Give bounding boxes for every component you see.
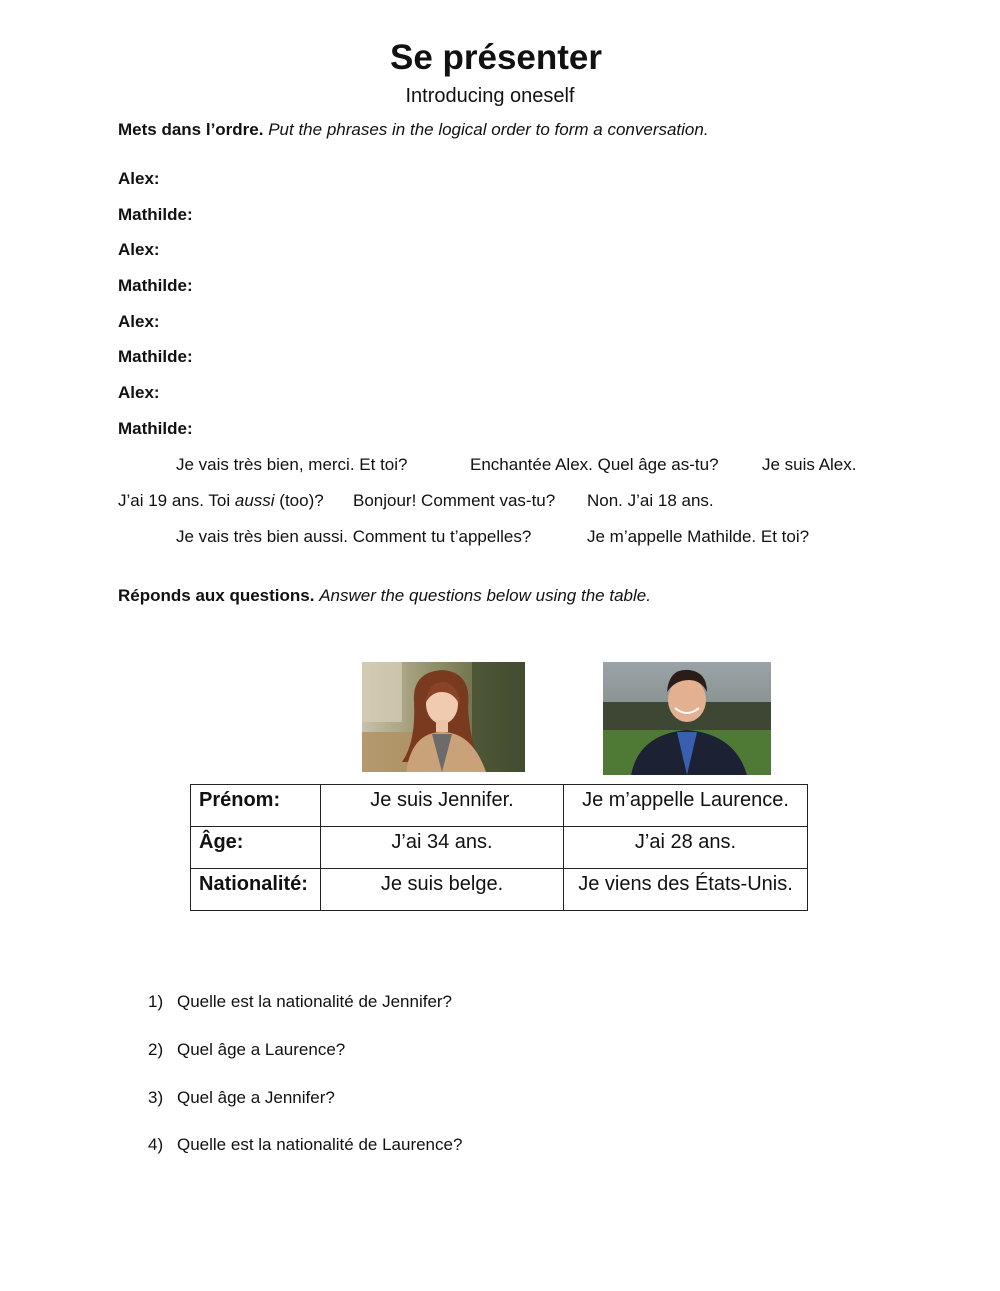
question-number: 4)	[148, 1135, 164, 1154]
laurence-photo-illustration	[603, 662, 771, 775]
speaker-label: Alex:	[118, 169, 160, 188]
question-item	[148, 1088, 335, 1108]
instruction-order-italic: Put the phrases in the logical order to form a conversation.	[268, 120, 709, 139]
question-number: 3)	[148, 1088, 164, 1107]
table-row	[191, 827, 808, 869]
speaker-label: Alex:	[118, 240, 160, 259]
table-label-cell: Prénom:	[191, 785, 321, 827]
table-label-cell: Âge:	[191, 827, 321, 869]
phrase-part: J’ai 19 ans. Toi	[118, 491, 235, 510]
question-item	[148, 1040, 345, 1060]
instruction-answer-bold: Réponds aux questions.	[118, 586, 315, 605]
question-text: Quel âge a Jennifer?	[177, 1088, 335, 1107]
question-item	[148, 1135, 462, 1155]
instruction-answer-italic: Answer the questions below using the table.	[319, 586, 651, 605]
phrase-option: Enchantée Alex. Quel âge as-tu?	[470, 455, 719, 474]
question-text: Quelle est la nationalité de Jennifer?	[177, 992, 453, 1011]
table-row	[191, 785, 808, 827]
phrase-option: Non. J’ai 18 ans.	[587, 491, 714, 510]
speaker-label: Mathilde:	[118, 205, 193, 224]
instruction-order	[118, 120, 709, 140]
page-subtitle: Introducing oneself	[405, 85, 575, 107]
jennifer-cell: Je suis belge.	[321, 869, 564, 911]
question-number: 2)	[148, 1040, 164, 1059]
phrase-option: Bonjour! Comment vas-tu?	[353, 491, 556, 510]
laurence-photo	[603, 662, 771, 775]
laurence-cell: J’ai 28 ans.	[564, 827, 808, 869]
phrase-option: Je vais très bien, merci. Et toi?	[176, 455, 408, 474]
jennifer-photo	[362, 662, 525, 772]
info-table	[190, 784, 808, 911]
table-label-cell: Nationalité:	[191, 869, 321, 911]
phrase-option: Je suis Alex.	[762, 455, 857, 474]
question-number: 1)	[148, 992, 164, 1011]
speaker-label: Alex:	[118, 312, 160, 331]
jennifer-cell: J’ai 34 ans.	[321, 827, 564, 869]
jennifer-cell: Je suis Jennifer.	[321, 785, 564, 827]
jennifer-photo-illustration	[362, 662, 525, 772]
phrase-option: Je vais très bien aussi. Comment tu t’appelles?	[176, 527, 532, 546]
phrase-option	[118, 491, 324, 511]
speaker-label: Mathilde:	[118, 419, 193, 438]
question-text: Quelle est la nationalité de Laurence?	[177, 1135, 463, 1154]
question-item	[148, 992, 452, 1012]
table-row	[191, 869, 808, 911]
speaker-label: Mathilde:	[118, 276, 193, 295]
phrase-option: Je m’appelle Mathilde. Et toi?	[587, 527, 810, 546]
laurence-cell: Je m’appelle Laurence.	[564, 785, 808, 827]
speaker-label: Mathilde:	[118, 347, 193, 366]
phrase-part: (too)?	[274, 491, 324, 510]
speaker-label: Alex:	[118, 383, 160, 402]
phrase-part-italic: aussi	[234, 491, 275, 510]
instruction-answer	[118, 586, 651, 606]
laurence-cell: Je viens des États-Unis.	[564, 869, 808, 911]
question-text: Quel âge a Laurence?	[177, 1040, 346, 1059]
page-title: Se présenter	[389, 38, 603, 77]
instruction-order-bold: Mets dans l’ordre.	[118, 120, 264, 139]
